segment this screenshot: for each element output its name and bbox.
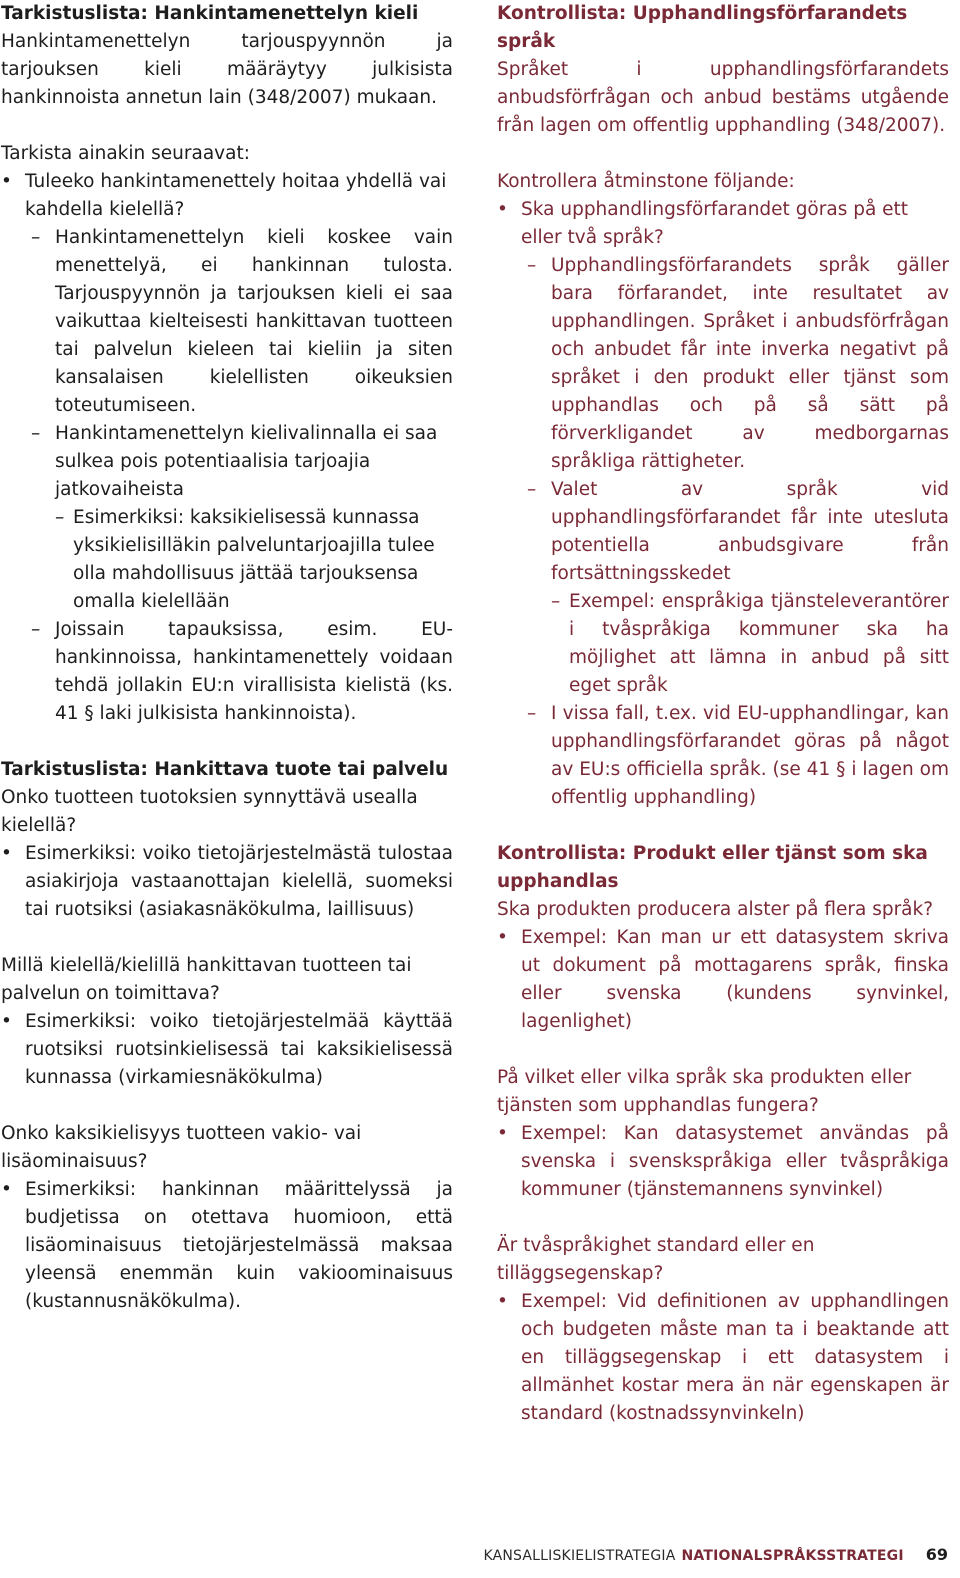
right-question: Är tvåspråkighet standard eller en tilläggsegenskap? bbox=[497, 1235, 815, 1284]
left-column-finnish bbox=[1, 0, 453, 1316]
right-checklist bbox=[497, 196, 949, 812]
right-question: Ska produkten producera alster på flera språk? bbox=[497, 899, 934, 920]
list-item: • Esimerkiksi: hankinnan määrittelyssä ja budjetissa on otettava huomioon, että lisäominaisuus tietojärjestelmässä maksaa yleensä enemmän kuin vakioominaisuus (kustannusnäkökulma). bbox=[1, 1176, 453, 1316]
list-item: • Tuleeko hankintamenettely hoitaa yhdellä vai kahdella kielellä? – Hankintamenettelyn kieli koskee vain menettelyä, ei hankinnan tulosta. Tarjouspyynnön ja tarjouksen kieli ei saa vaikuttaa kielteisesti hankittavan tuotteen tai palvelun kieleen tai kieliin ja siten kansalaisen kielellisten oikeuksien toteutumiseen. – Hankintamenettelyn kielivalinnalla ei saa sulkea pois potentiaalisia tarjoajia jatkovaiheista – Esimerkiksi: kaksikielisessä kunnassa yksikielisilläkin palveluntarjoajilla tulee olla mahdollisuus jättää tarjouksensa omalla kielellään – Joissain tapauksissa, esim. EU-hankinnoissa, hankintamenettely voidaan tehdä jollakin EU:n virallisista kielistä (ks. 41 § laki julkisista hankinnoista). bbox=[1, 168, 453, 728]
list-item: – Valet av språk vid upphandlingsförfarandet får inte utesluta potentiella anbudsgivare från fortsättningsskedet – Exempel: enspråkiga tjänsteleverantörer i tvåspråkiga kommuner ska ha möjlighet att lämna in anbud på sitt eget språk bbox=[527, 476, 949, 700]
right-intro: Språket i upphandlingsförfarandets anbudsförfrågan och anbud bestäms utgående från lagen om offentlig upphandling (348/2007). bbox=[497, 59, 949, 136]
list-item: • Exempel: Kan man ur ett datasystem skriva ut dokument på mottagarens språk, finska eller svenska (kundens synvinkel, lagenlighet) bbox=[497, 924, 949, 1036]
left-heading-product: Tarkistuslista: Hankittava tuote tai palvelu bbox=[1, 759, 449, 780]
list-item: • Ska upphandlingsförfarandet göras på ett eller två språk? – Upphandlingsförfarandets språk gäller bara förfarandet, inte resultatet av upphandlingen. Språket i anbudsförfrågan och anbudet får inte inverka negativt på språket i den produkt eller tjänst som upphandlas och på så sätt på förverkligandet av medborgarnas språkliga rättigheter. – Valet av språk vid upphandlingsförfarandet får inte utesluta potentiella anbudsgivare från fortsättningsskedet – Exempel: enspråkiga tjänsteleverantörer i tvåspråkiga kommuner ska ha möjlighet att lämna in anbud på sitt eget språk – I vissa fall, t.ex. vid EU-upphandlingar, kan upphandlingsförfarandet göras på något av EU:s officiella språk. (se 41 § i lagen om offentlig upphandling) bbox=[497, 196, 949, 812]
page-number: 69 bbox=[925, 1545, 948, 1564]
list-item: • Esimerkiksi: voiko tietojärjestelmää käyttää ruotsiksi ruotsinkielisessä tai kaksikielisessä kunnassa (virkamiesnäkökulma) bbox=[1, 1008, 453, 1092]
list-item: • Exempel: Vid definitionen av upphandlingen och budgeten måste man ta i beaktande att en tilläggsegenskap i ett datasystem i allmänhet kostar mera än när egenskapen är standard (kostnadssynvinkeln) bbox=[497, 1288, 949, 1428]
list-item: – Hankintamenettelyn kielivalinnalla ei saa sulkea pois potentiaalisia tarjoajia jatkovaiheista – Esimerkiksi: kaksikielisessä kunnassa yksikielisilläkin palveluntarjoajilla tulee olla mahdollisuus jättää tarjouksensa omalla kielellään bbox=[31, 420, 453, 616]
left-question: Onko tuotteen tuotoksien synnyttävä usealla kielellä? bbox=[1, 787, 418, 836]
list-item: – I vissa fall, t.ex. vid EU-upphandlingar, kan upphandlingsförfarandet göras på något av EU:s officiella språk. (se 41 § i lagen om offentlig upphandling) bbox=[527, 700, 949, 812]
footer-title-finnish: KANSALLISKIELISTRATEGIA bbox=[483, 1548, 676, 1564]
list-item: – Esimerkiksi: kaksikielisessä kunnassa yksikielisilläkin palveluntarjoajilla tulee olla mahdollisuus jättää tarjouksensa omalla kielellään bbox=[55, 504, 453, 616]
left-check-label: Tarkista ainakin seuraavat: bbox=[1, 143, 250, 164]
list-item: – Hankintamenettelyn kieli koskee vain menettelyä, ei hankinnan tulosta. Tarjouspyynnön ja tarjouksen kieli ei saa vaikuttaa kielteisesti hankittavan tuotteen tai palvelun kieleen tai kieliin ja siten kansalaisen kielellisten oikeuksien toteutumiseen. bbox=[31, 224, 453, 420]
right-sublist bbox=[521, 252, 949, 812]
right-question: På vilket eller vilka språk ska produkten eller tjänsten som upphandlas fungera? bbox=[497, 1067, 912, 1116]
left-checklist bbox=[1, 168, 453, 728]
left-intro: Hankintamenettelyn tarjouspyynnön ja tarjouksen kieli määräytyy julkisista hankinnoista annetun lain (348/2007) mukaan. bbox=[1, 31, 453, 108]
left-question: Onko kaksikielisyys tuotteen vakio- vai lisäominaisuus? bbox=[1, 1123, 362, 1172]
right-subsublist bbox=[551, 588, 949, 700]
list-item: – Upphandlingsförfarandets språk gäller bara förfarandet, inte resultatet av upphandlingen. Språket i anbudsförfrågan och anbudet får inte inverka negativt på språket i den produkt eller tjänst som upphandlas och på så sätt på förverkligandet av medborgarnas språkliga rättigheter. bbox=[527, 252, 949, 476]
left-sublist bbox=[25, 224, 453, 728]
list-item: – Exempel: enspråkiga tjänsteleverantörer i tvåspråkiga kommuner ska ha möjlighet att lämna in anbud på sitt eget språk bbox=[551, 588, 949, 700]
right-heading-language: Kontrollista: Upphandlingsförfarandets språk bbox=[497, 3, 908, 52]
page-footer bbox=[483, 1545, 948, 1566]
list-item: • Exempel: Kan datasystemet användas på svenska i svenskspråkiga eller tvåspråkiga kommuner (tjänstemannens synvinkel) bbox=[497, 1120, 949, 1204]
right-check-label: Kontrollera åtminstone följande: bbox=[497, 171, 795, 192]
footer-title-swedish: NATIONALSPRÅKSSTRATEGI bbox=[681, 1548, 904, 1564]
left-heading-language: Tarkistuslista: Hankintamenettelyn kieli bbox=[1, 3, 419, 24]
list-item: – Joissain tapauksissa, esim. EU-hankinnoissa, hankintamenettely voidaan tehdä jollakin EU:n virallisista kielistä (ks. 41 § laki julkisista hankinnoista). bbox=[31, 616, 453, 728]
right-column-swedish bbox=[497, 0, 949, 1428]
list-item: • Esimerkiksi: voiko tietojärjestelmästä tulostaa asiakirjoja vastaanottajan kielellä, suomeksi tai ruotsiksi (asiakasnäkökulma, laillisuus) bbox=[1, 840, 453, 924]
left-question: Millä kielellä/kielillä hankittavan tuotteen tai palvelun on toimittava? bbox=[1, 955, 412, 1004]
left-subsublist bbox=[55, 504, 453, 616]
right-heading-product: Kontrollista: Produkt eller tjänst som ska upphandlas bbox=[497, 843, 928, 892]
